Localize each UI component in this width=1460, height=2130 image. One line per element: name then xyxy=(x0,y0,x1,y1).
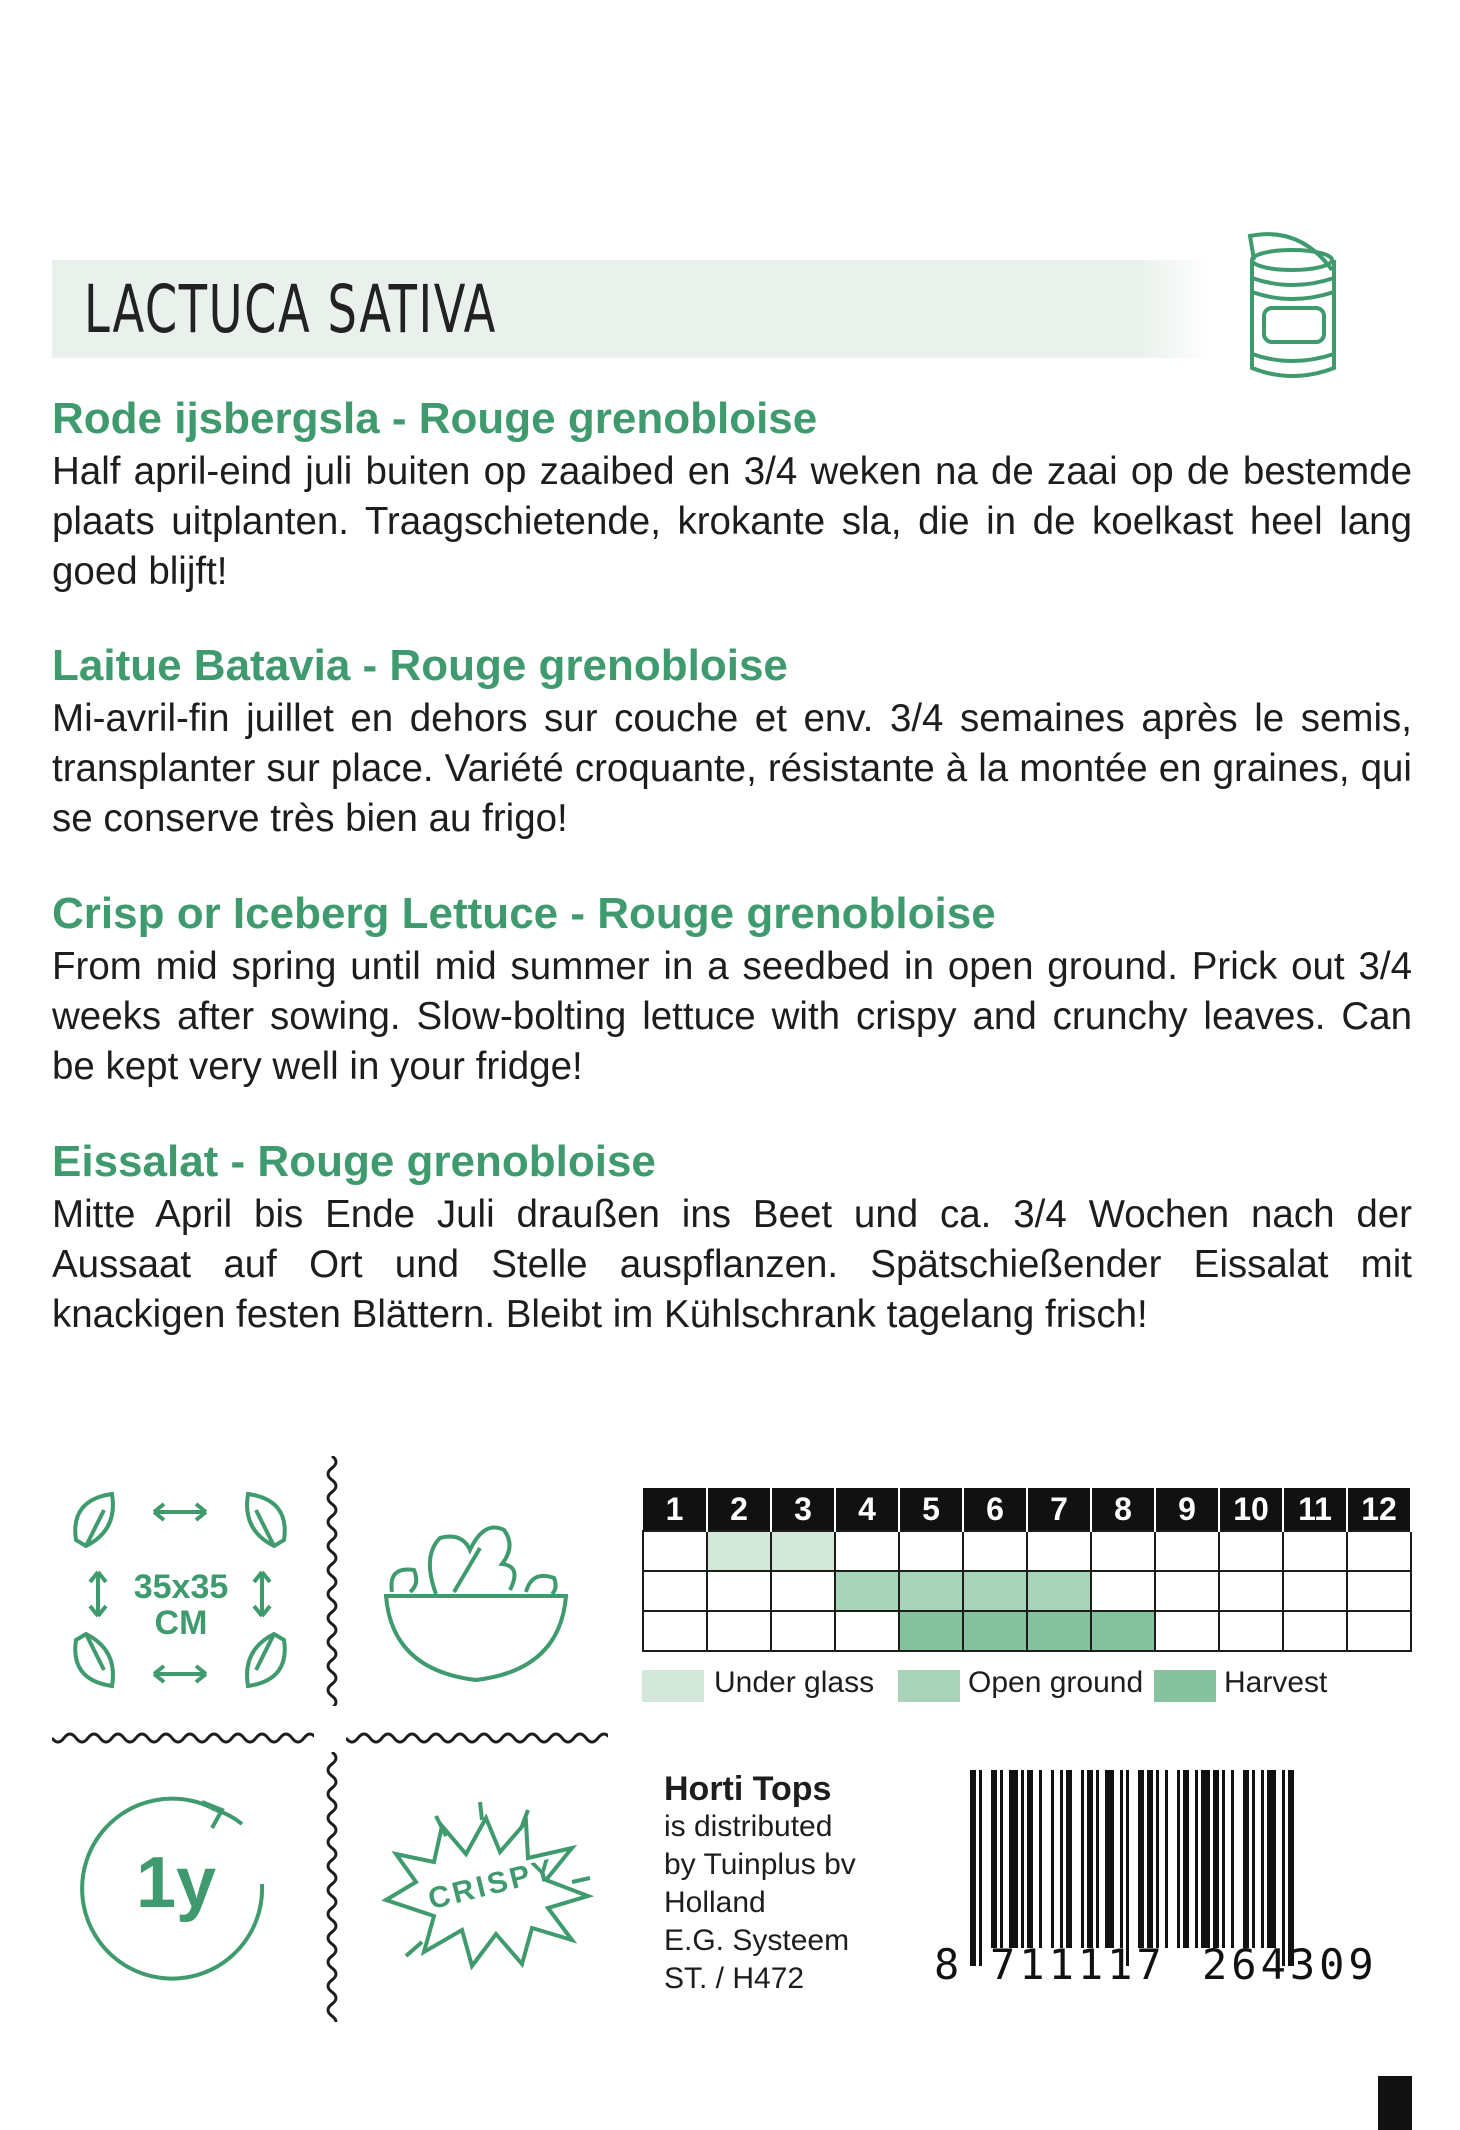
barcode-bar xyxy=(1267,1770,1276,1948)
legend-swatch-harvest xyxy=(1154,1670,1216,1702)
barcode-bar xyxy=(1120,1770,1123,1948)
wavy-divider-vertical-bottom xyxy=(320,1752,344,2022)
crispy-label: CRISPY xyxy=(424,1852,559,1917)
distributor-line: by Tuinplus bv xyxy=(664,1848,856,1881)
barcode-bar xyxy=(1051,1770,1054,1948)
salad-bowl-icon xyxy=(376,1500,576,1690)
seed-tin-icon xyxy=(1240,228,1370,388)
barcode-bar xyxy=(1222,1770,1225,1948)
calendar-cell xyxy=(899,1531,963,1571)
spacing-value: 35x35 xyxy=(133,1568,229,1606)
legend-label-open-ground: Open ground xyxy=(968,1666,1144,1699)
calendar-cell xyxy=(771,1611,835,1651)
calendar-cell xyxy=(1155,1571,1219,1611)
barcode-bar xyxy=(1177,1770,1180,1948)
barcode-bar xyxy=(1231,1770,1234,1948)
barcode-bar xyxy=(1243,1770,1249,1948)
spacing-unit: CM xyxy=(154,1604,208,1642)
section-title-dutch: Rode ijsbergsla - Rouge grenobloise xyxy=(52,394,818,443)
barcode-bar xyxy=(1087,1770,1093,1948)
month-header: 5 xyxy=(899,1488,963,1531)
calendar-cell xyxy=(1091,1571,1155,1611)
distributor-line: Holland xyxy=(664,1886,766,1919)
section-body-french: Mi-avril-fin juillet en dehors sur couche et env. 3/4 semaines après le semis, transplanter sur place. Variété croquante, résistante à la montée en graines, qui se conserve très bien au frigo! xyxy=(52,697,1412,840)
calendar-cell xyxy=(1347,1571,1411,1611)
barcode-bar xyxy=(1147,1770,1153,1948)
calendar-cell xyxy=(643,1571,707,1611)
section-body-dutch: Half april-eind juli buiten op zaaibed en 3/4 weken na de zaai op de bestemde plaats uitplanten. Traagschietende, krokante sla, die in de koelkast heel lang goed blijft! xyxy=(52,450,1412,593)
calendar-cell xyxy=(1219,1571,1283,1611)
barcode-bar xyxy=(1156,1770,1159,1948)
barcode-bar xyxy=(1039,1770,1042,1948)
calendar-cell xyxy=(1155,1611,1219,1651)
sowing-calendar xyxy=(642,1488,1412,1652)
barcode-bar xyxy=(1066,1770,1072,1948)
calendar-row xyxy=(643,1531,1411,1571)
calendar-cell-active xyxy=(1091,1611,1155,1651)
barcode-bar xyxy=(1261,1770,1264,1948)
section-french xyxy=(52,640,1412,844)
latin-name: LACTUCA SATIVA xyxy=(84,271,497,348)
crispy-icon xyxy=(376,1796,596,1976)
barcode-bar xyxy=(1009,1770,1018,1948)
barcode-left-group: 711117 xyxy=(990,1940,1166,1989)
calendar-header-row xyxy=(643,1488,1411,1531)
calendar-cell xyxy=(771,1571,835,1611)
barcode xyxy=(934,1770,1410,2000)
section-english xyxy=(52,888,1412,1092)
barcode-bar xyxy=(1282,1770,1285,1966)
legend-swatch-open-ground xyxy=(898,1670,960,1702)
distributor-line: is distributed xyxy=(664,1810,833,1843)
distributor-brand: Horti Tops xyxy=(664,1770,832,1808)
barcode-bar xyxy=(1060,1770,1063,1948)
calendar-cell-active xyxy=(899,1611,963,1651)
section-body-german: Mitte April bis Ende Juli draußen ins Beet und ca. 3/4 Wochen nach der Aussaat auf Ort und Stelle auspflanzen. Spätschießender Eissalat mit knackigen festen Blättern. Bleibt im Kühlschrank tagelang frisch! xyxy=(52,1193,1412,1336)
wavy-divider-horizontal-left xyxy=(52,1726,314,1750)
calendar-cell xyxy=(1347,1611,1411,1651)
section-title-french: Laitue Batavia - Rouge grenobloise xyxy=(52,641,788,690)
calendar-legend xyxy=(642,1666,1402,1706)
calendar-cell xyxy=(1283,1531,1347,1571)
month-header: 9 xyxy=(1155,1488,1219,1531)
calendar-cell-active xyxy=(835,1571,899,1611)
calendar-cell-active xyxy=(963,1611,1027,1651)
wavy-divider-horizontal-right xyxy=(346,1726,608,1750)
barcode-bar xyxy=(1027,1770,1033,1948)
barcode-bar xyxy=(1183,1770,1189,1948)
month-header: 2 xyxy=(707,1488,771,1531)
calendar-cell-active xyxy=(1027,1571,1091,1611)
section-title-german: Eissalat - Rouge grenobloise xyxy=(52,1137,656,1186)
month-header: 6 xyxy=(963,1488,1027,1531)
barcode-bar xyxy=(1081,1770,1084,1948)
calendar-cell xyxy=(1155,1531,1219,1571)
calendar-cell xyxy=(835,1611,899,1651)
legend-swatch-under-glass xyxy=(642,1670,704,1702)
calendar-cell xyxy=(707,1611,771,1651)
lifespan-icon xyxy=(66,1780,286,2000)
month-header: 8 xyxy=(1091,1488,1155,1531)
barcode-bar xyxy=(1021,1770,1024,1948)
barcode-bar xyxy=(1252,1770,1255,1948)
calendar-cell xyxy=(835,1531,899,1571)
barcode-first-digit: 8 xyxy=(934,1940,964,1989)
month-header: 1 xyxy=(643,1488,707,1531)
barcode-bar xyxy=(1096,1770,1099,1948)
calendar-cell xyxy=(1347,1531,1411,1571)
barcode-bar xyxy=(1138,1770,1144,1948)
calendar-row xyxy=(643,1611,1411,1651)
legend-label-harvest: Harvest xyxy=(1224,1666,1328,1699)
month-header: 10 xyxy=(1219,1488,1283,1531)
calendar-cell-active xyxy=(707,1531,771,1571)
barcode-bar xyxy=(1126,1770,1129,1966)
title-band-fade xyxy=(1140,260,1212,358)
plant-spacing-icon xyxy=(60,1480,300,1700)
month-header: 3 xyxy=(771,1488,835,1531)
section-body-english: From mid spring until mid summer in a seedbed in open ground. Prick out 3/4 weeks after sowing. Slow-bolting lettuce with crispy and crunchy leaves. Can be kept very well in your fridge! xyxy=(52,945,1412,1088)
barcode-right-group: 264309 xyxy=(1202,1940,1378,1989)
calendar-cell xyxy=(707,1571,771,1611)
calendar-cell xyxy=(1091,1531,1155,1571)
calendar-cell xyxy=(963,1531,1027,1571)
calendar-cell xyxy=(1027,1531,1091,1571)
barcode-bar xyxy=(1105,1770,1114,1948)
legend-label-under-glass: Under glass xyxy=(714,1666,875,1699)
section-dutch xyxy=(52,393,1412,597)
barcode-bar xyxy=(970,1770,976,1966)
barcode-bar xyxy=(979,1770,982,1966)
month-header: 4 xyxy=(835,1488,899,1531)
barcode-bar xyxy=(1165,1770,1168,1948)
calendar-cell xyxy=(643,1531,707,1571)
barcode-bar xyxy=(1201,1770,1210,1948)
calendar-cell-active xyxy=(771,1531,835,1571)
calendar-cell xyxy=(1283,1571,1347,1611)
calendar-cell xyxy=(643,1611,707,1651)
calendar-body xyxy=(643,1531,1411,1651)
barcode-bar xyxy=(991,1770,997,1948)
month-header: 11 xyxy=(1283,1488,1347,1531)
calendar-cell-active xyxy=(963,1571,1027,1611)
barcode-bar xyxy=(1000,1770,1003,1948)
calendar-cell xyxy=(1219,1611,1283,1651)
month-header: 12 xyxy=(1347,1488,1411,1531)
distributor-line: ST. / H472 xyxy=(664,1962,805,1995)
section-german xyxy=(52,1136,1412,1340)
calendar-row xyxy=(643,1571,1411,1611)
month-header: 7 xyxy=(1027,1488,1091,1531)
distributor-block xyxy=(664,1770,884,1998)
distributor-line: E.G. Systeem xyxy=(664,1924,850,1957)
calendar-cell xyxy=(1283,1611,1347,1651)
barcode-bar xyxy=(1195,1770,1198,1948)
corner-mark xyxy=(1378,2076,1412,2130)
wavy-divider-vertical-top xyxy=(320,1456,344,1706)
calendar-cell xyxy=(1219,1531,1283,1571)
calendar-cell-active xyxy=(1027,1611,1091,1651)
lifespan-value: 1y xyxy=(135,1843,217,1923)
barcode-bar xyxy=(1213,1770,1219,1948)
calendar-cell-active xyxy=(899,1571,963,1611)
barcode-bar xyxy=(1288,1770,1294,1966)
section-title-english: Crisp or Iceberg Lettuce - Rouge grenobloise xyxy=(52,889,996,938)
